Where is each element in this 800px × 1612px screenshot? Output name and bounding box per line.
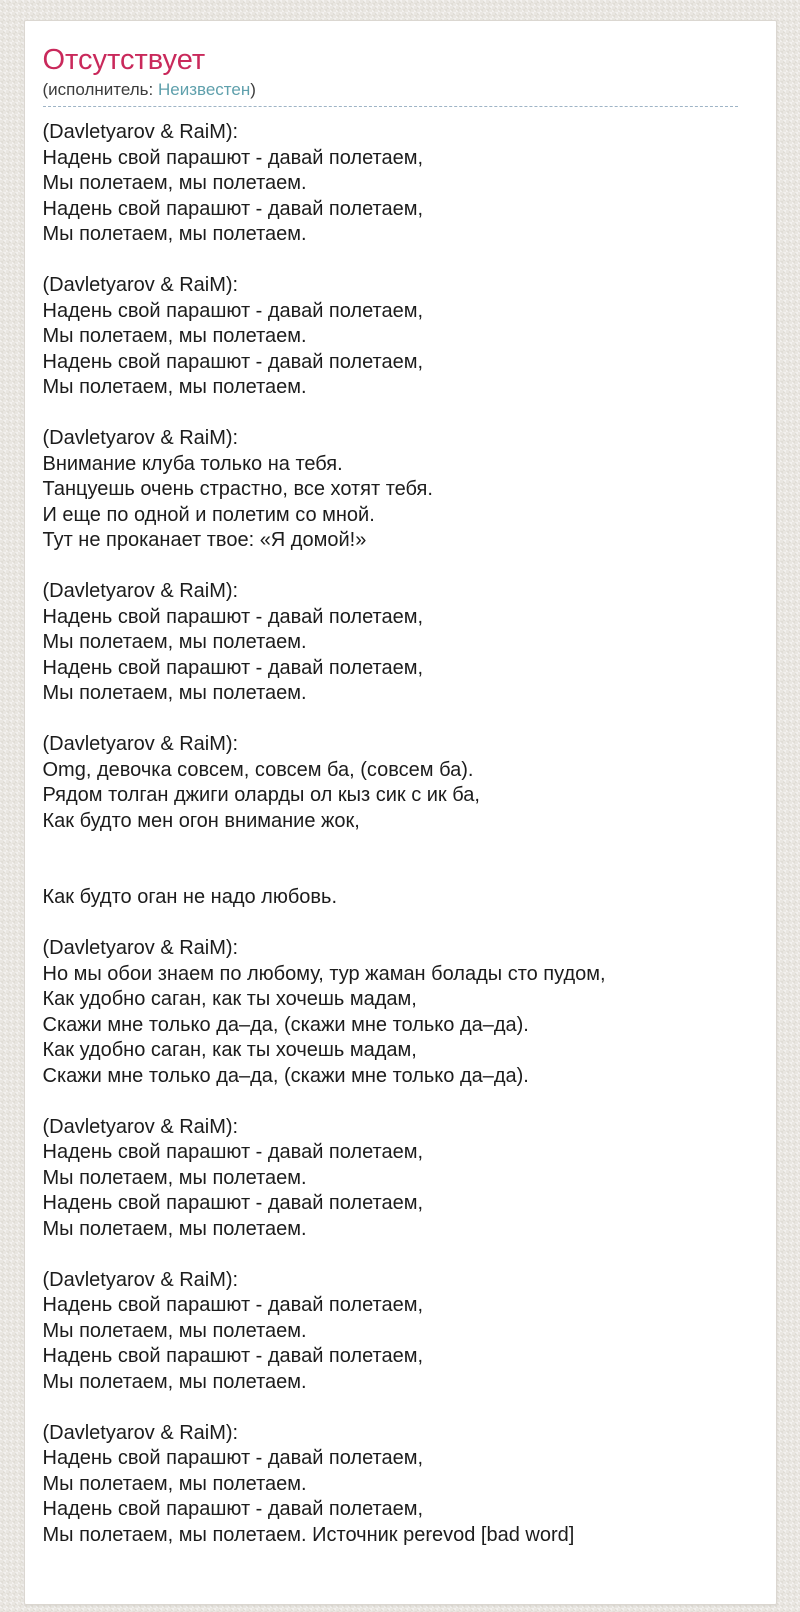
lyric-line: Тут не проканает твое: «Я домой!» bbox=[42, 529, 367, 552]
lyric-line: Мы полетаем, мы полетаем. bbox=[42, 325, 307, 348]
lyric-line: Танцуешь очень страстно, все хотят тебя. bbox=[42, 478, 433, 501]
lyric-line: (Davletyarov & RaiM): bbox=[42, 937, 239, 960]
lyric-line: Мы полетаем, мы полетаем. bbox=[42, 376, 307, 399]
lyrics-text bbox=[43, 120, 756, 1548]
song-header bbox=[43, 45, 738, 107]
lyric-line: Но мы обои знаем по любому, тур жаман болады сто пудом, bbox=[42, 962, 606, 985]
lyric-line: Надень свой парашют - давай полетаем, bbox=[42, 605, 424, 628]
lyric-line: (Davletyarov & RaiM): bbox=[42, 121, 239, 144]
lyric-line: Надень свой парашют - давай полетаем, bbox=[42, 197, 424, 220]
lyric-line: (Davletyarov & RaiM): bbox=[42, 427, 239, 450]
lyric-line: (Davletyarov & RaiM): bbox=[42, 1115, 239, 1138]
lyric-line: (Davletyarov & RaiM): bbox=[42, 733, 239, 756]
lyric-line: Мы полетаем, мы полетаем. bbox=[42, 1166, 307, 1189]
lyric-line: (Davletyarov & RaiM): bbox=[42, 1421, 239, 1444]
lyric-line: И еще по одной и полетим со мной. bbox=[42, 503, 375, 526]
subtitle-suffix: ) bbox=[250, 79, 256, 99]
lyric-line: Надень свой парашют - давай полетаем, bbox=[42, 1498, 424, 1521]
lyric-line: Мы полетаем, мы полетаем. bbox=[42, 1370, 307, 1393]
lyric-line bbox=[43, 834, 756, 860]
lyrics-card bbox=[24, 20, 777, 1605]
lyric-line: Надень свой парашют - давай полетаем, bbox=[42, 146, 424, 169]
lyric-line: Как будто мен огон внимание жок, bbox=[42, 809, 360, 832]
lyric-line: Надень свой парашют - давай полетаем, bbox=[42, 1192, 424, 1215]
lyric-line: Скажи мне только да–да, (скажи мне только да–да). bbox=[42, 1064, 529, 1087]
verse bbox=[43, 426, 756, 554]
lyric-line: Как удобно саган, как ты хочешь мадам, bbox=[42, 988, 417, 1011]
verse bbox=[43, 579, 756, 707]
lyric-line: Мы полетаем, мы полетаем. bbox=[42, 682, 307, 705]
verse bbox=[43, 936, 756, 1089]
page-background bbox=[0, 20, 800, 1612]
lyric-line: Как удобно саган, как ты хочешь мадам, bbox=[42, 1039, 417, 1062]
lyric-line: Мы полетаем, мы полетаем. bbox=[42, 1319, 307, 1342]
lyric-line bbox=[43, 860, 756, 886]
lyric-line: Надень свой парашют - давай полетаем, bbox=[42, 350, 424, 373]
page-title: Отсутствует bbox=[42, 44, 206, 76]
lyric-line: (Davletyarov & RaiM): bbox=[42, 580, 239, 603]
lyric-line: Надень свой парашют - давай полетаем, bbox=[42, 1294, 424, 1317]
lyric-line: Надень свой парашют - давай полетаем, bbox=[42, 656, 424, 679]
lyric-line: Внимание клуба только на тебя. bbox=[42, 452, 343, 475]
lyric-line: (Davletyarov & RaiM): bbox=[42, 1268, 239, 1291]
lyric-line: Надень свой парашют - давай полетаем, bbox=[42, 1447, 424, 1470]
lyric-line: Скажи мне только да–да, (скажи мне только да–да). bbox=[42, 1013, 529, 1036]
subtitle-prefix: (исполнитель: bbox=[42, 79, 158, 99]
artist-subtitle bbox=[43, 79, 738, 100]
lyric-line: Мы полетаем, мы полетаем. Источник perevod [bad word] bbox=[42, 1523, 575, 1546]
lyric-line: Надень свой парашют - давай полетаем, bbox=[42, 1345, 424, 1368]
lyric-line: Мы полетаем, мы полетаем. bbox=[42, 631, 307, 654]
lyric-line: Мы полетаем, мы полетаем. bbox=[42, 1217, 307, 1240]
verse bbox=[43, 120, 756, 248]
lyric-line: Как будто оган не надо любовь. bbox=[42, 886, 338, 909]
verse bbox=[43, 732, 756, 911]
artist-link[interactable]: Неизвестен bbox=[157, 79, 251, 99]
lyric-line: Рядом толган джиги оларды ол кыз сик с ик ба, bbox=[42, 784, 480, 807]
verse bbox=[43, 1268, 756, 1396]
lyric-line: Мы полетаем, мы полетаем. bbox=[42, 1472, 307, 1495]
lyric-line: Надень свой парашют - давай полетаем, bbox=[42, 1141, 424, 1164]
lyric-line: Omg, девочка совсем, совсем ба, (совсем ба). bbox=[42, 758, 474, 781]
lyric-line: Мы полетаем, мы полетаем. bbox=[42, 223, 307, 246]
lyric-line: Надень свой парашют - давай полетаем, bbox=[42, 299, 424, 322]
verse bbox=[43, 273, 756, 401]
verse bbox=[43, 1421, 756, 1549]
lyric-line: Мы полетаем, мы полетаем. bbox=[42, 172, 307, 195]
lyric-line: (Davletyarov & RaiM): bbox=[42, 274, 239, 297]
verse bbox=[43, 1115, 756, 1243]
